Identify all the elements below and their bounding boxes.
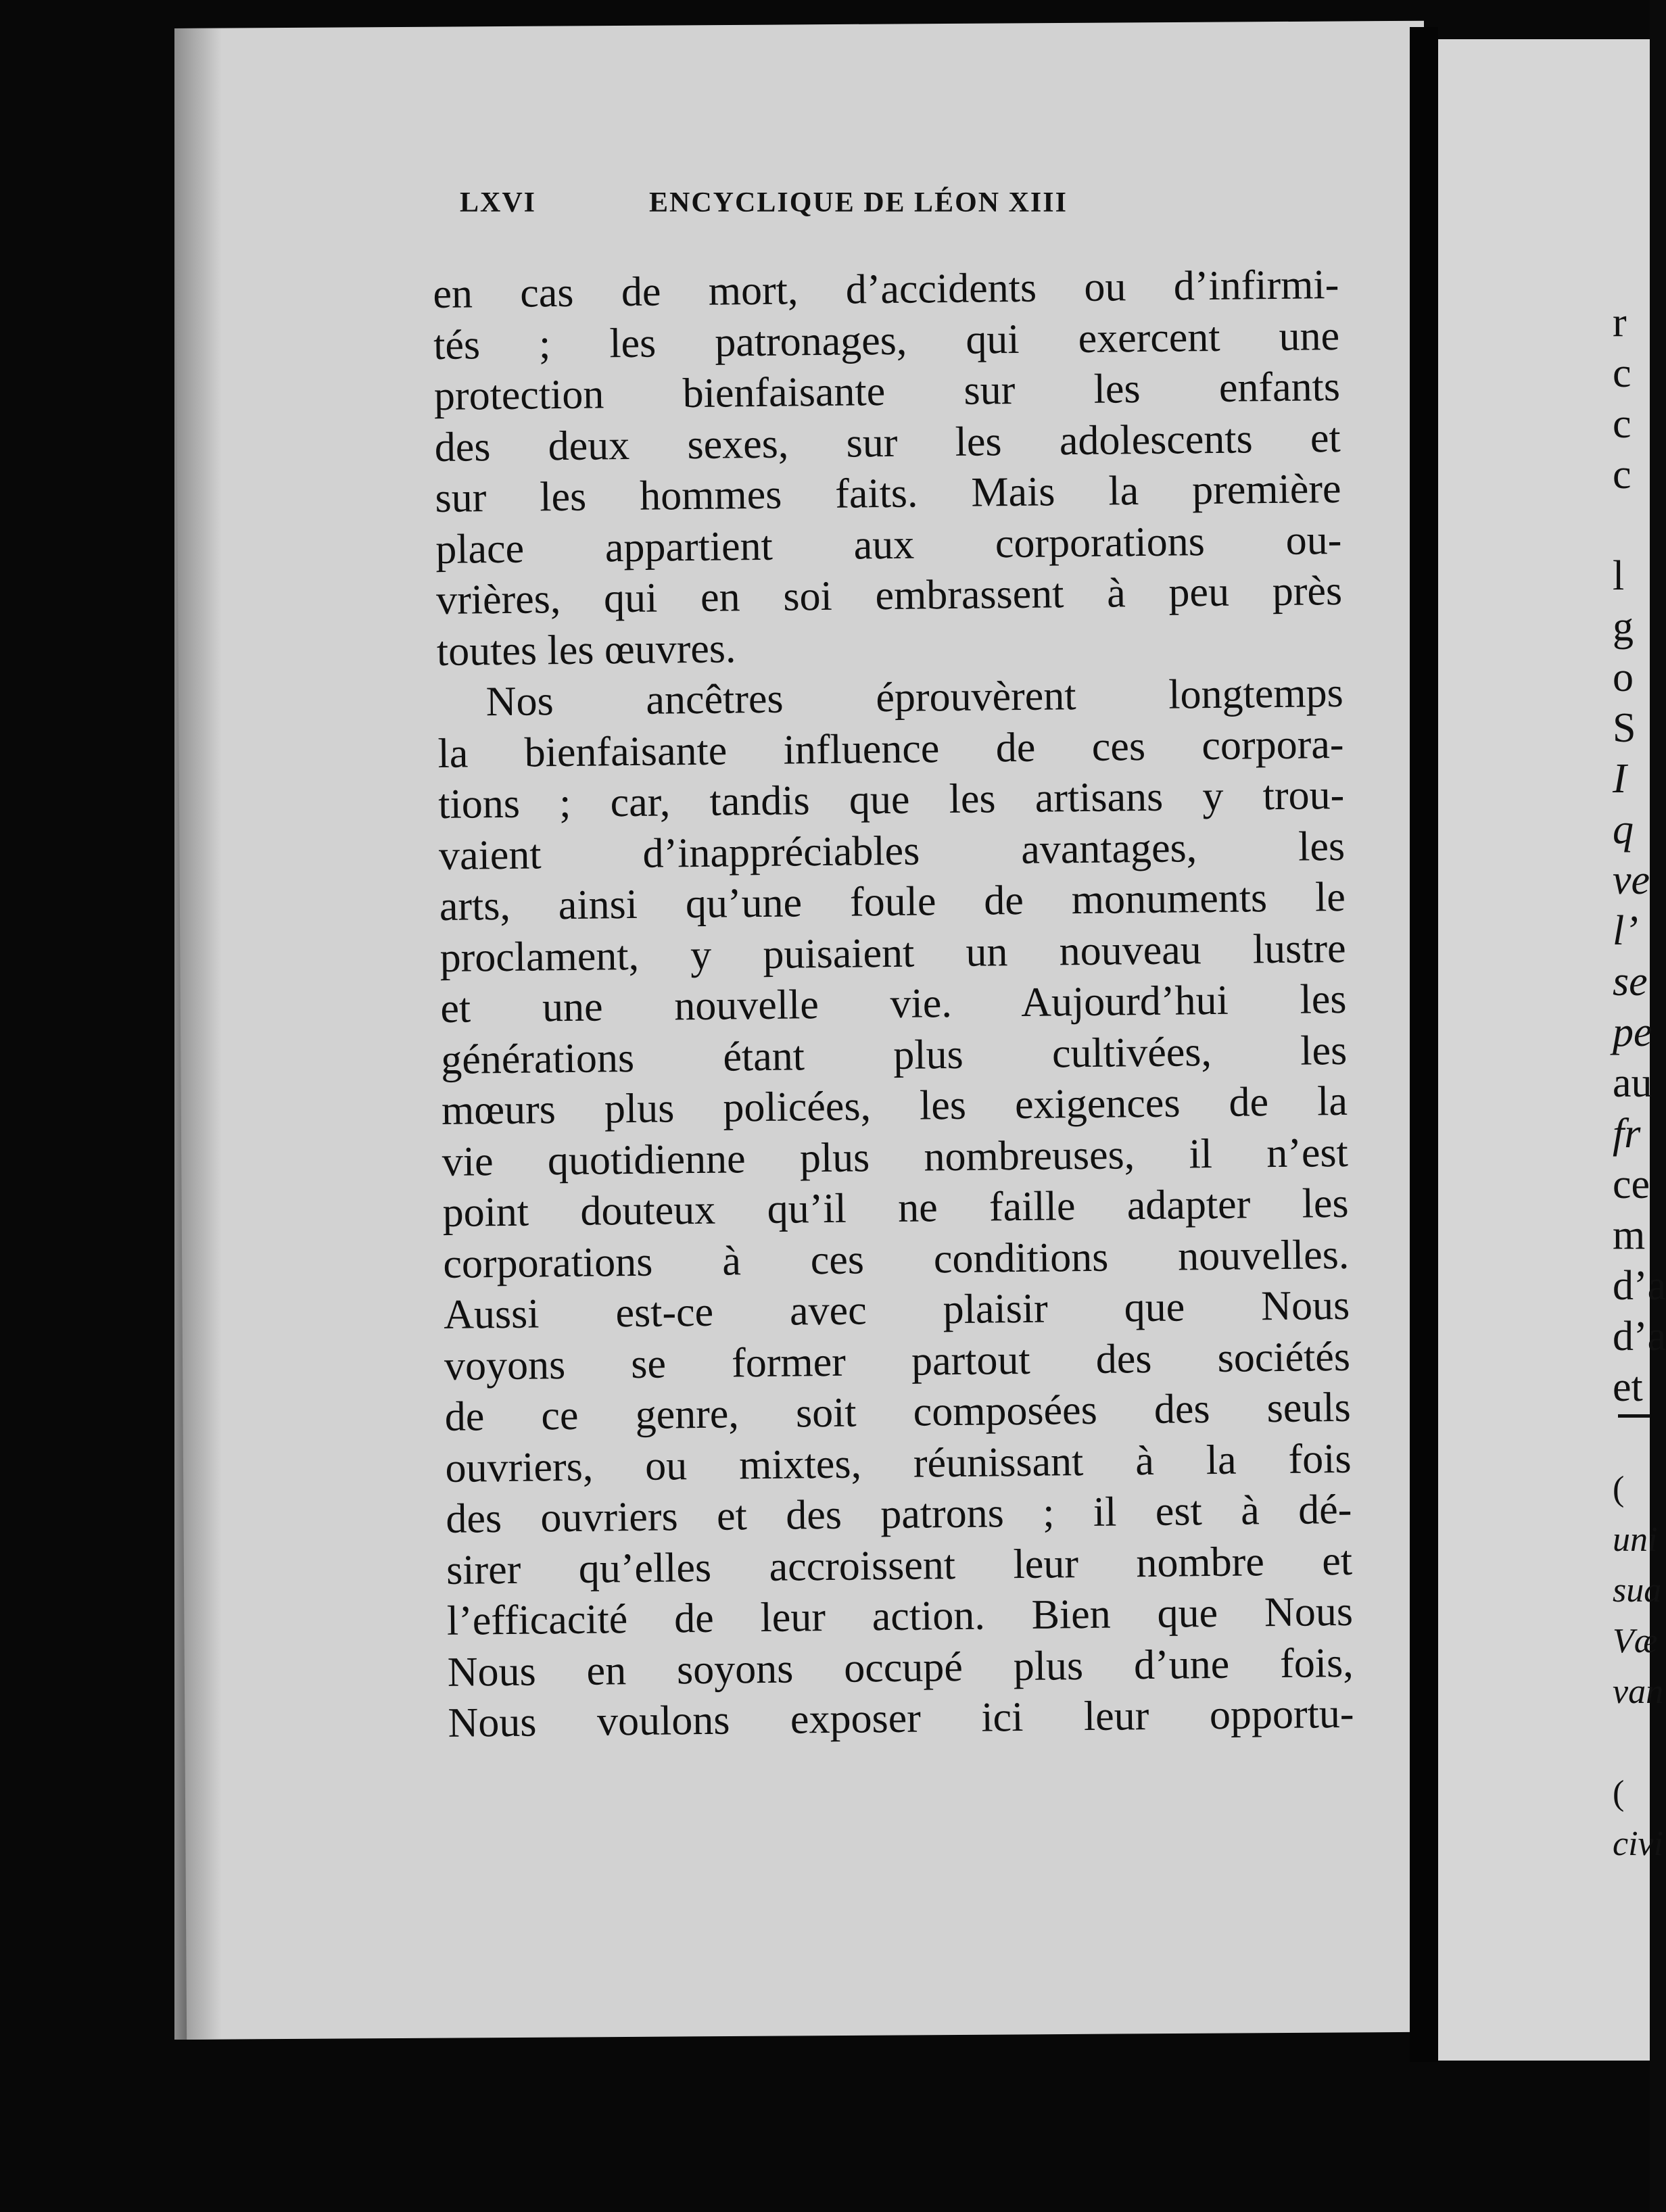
fragment: S [1613,705,1636,751]
text-line: Nous en soyons occupé plus d’une fois, [447,1639,1354,1696]
text-line: des deux sexes, sur les adolescents et [434,414,1341,471]
fragment: van [1613,1673,1664,1711]
text-line: ouvriers, ou mixtes, réunissant à la fois [445,1435,1352,1491]
fragment: m [1613,1212,1646,1258]
text-line: et une nouvelle vie. Aujourd’hui les [440,976,1347,1032]
fragment: l [1613,553,1625,599]
fragment: civi [1613,1825,1664,1863]
fragment [1613,500,1653,551]
running-title: ENCYCLIQUE DE LÉON XIII [649,187,1068,218]
fragment: d’a [1613,1314,1666,1360]
text-line: Aussi est-ce avec plaisir que Nous [443,1282,1350,1338]
fragment: r [1613,299,1627,345]
fragment: ( [1613,1470,1625,1508]
text-line: tions ; car, tandis que les artisans y trou- [437,771,1345,827]
fragment [1613,1413,1653,1464]
fragment: c [1613,350,1632,396]
page-number: LXVI [460,187,537,218]
fragment: ve [1613,857,1650,903]
fragment: c [1613,452,1632,498]
fragment: pe [1613,1009,1652,1055]
fragment: ce [1613,1161,1650,1207]
text-line: Nos ancêtres éprouvèrent longtemps [485,669,1343,725]
fragment: q [1613,807,1634,852]
text-line: tés ; les patronages, qui exercent une [433,312,1340,368]
fragment: sua [1613,1571,1662,1610]
fragment: l’ [1613,908,1638,954]
text-line: vaient d’inappréciables avantages, les [438,823,1346,879]
text-line: vie quotidienne plus nombreuses, il n’est [442,1129,1349,1185]
text-line: sur les hommes faits. Mais la première [435,465,1341,521]
text-line: arts, ainsi qu’une foule de monuments le [439,873,1346,930]
text-line: vrières, qui en soi embrassent à peu près [435,567,1343,623]
fragment: I [1613,756,1627,802]
text-line: corporations à ces conditions nouvelles. [443,1231,1350,1287]
fragment: se [1613,959,1648,1005]
fragment [1613,1717,1653,1768]
fragment: d’a [1613,1263,1666,1309]
fragment: g [1613,604,1634,650]
facing-page-text-fragments [1613,297,1666,1869]
fragment: et [1613,1364,1643,1410]
text-line: de ce genre, soit composées des seuls [444,1384,1352,1440]
fragment: uni [1613,1520,1658,1559]
body-text [433,260,1354,1749]
fragment: ( [1613,1774,1625,1812]
page-edge-shadow [174,28,222,2040]
fragment: au [1613,1060,1652,1106]
fragment: Væ [1613,1622,1658,1660]
text-line: l’efficacité de leur action. Bien que Nous [446,1588,1354,1644]
text-line: place appartient aux corporations ou- [435,516,1342,573]
text-line: toutes les œuvres. [436,625,736,675]
text-line: la bienfaisante influence de ces corpora- [437,721,1344,777]
fragment: fr [1613,1111,1641,1157]
text-line: des ouvriers et des patrons ; il est à dé- [446,1486,1352,1542]
text-line: Nous voulons exposer ici leur opportu- [448,1690,1354,1746]
text-line: voyons se former partout des sociétés [444,1333,1351,1389]
book-gutter [1410,27,1438,2062]
text-line: sirer qu’elles accroissent leur nombre et [446,1537,1353,1593]
fragment: c [1613,401,1632,447]
text-line: en cas de mort, d’accidents ou d’infirmi- [433,261,1339,317]
text-line: point douteux qu’il ne faille adapter les [442,1180,1349,1236]
text-line: proclament, y puisaient un nouveau lustre [439,925,1346,981]
text-line: protection bienfaisante sur les enfants [433,363,1341,419]
text-line: générations étant plus cultivées, les [440,1027,1348,1083]
text-line: mœurs plus policées, les exigences de la [441,1078,1348,1134]
footnote-rule [1618,1414,1650,1418]
fragment: o [1613,654,1634,700]
